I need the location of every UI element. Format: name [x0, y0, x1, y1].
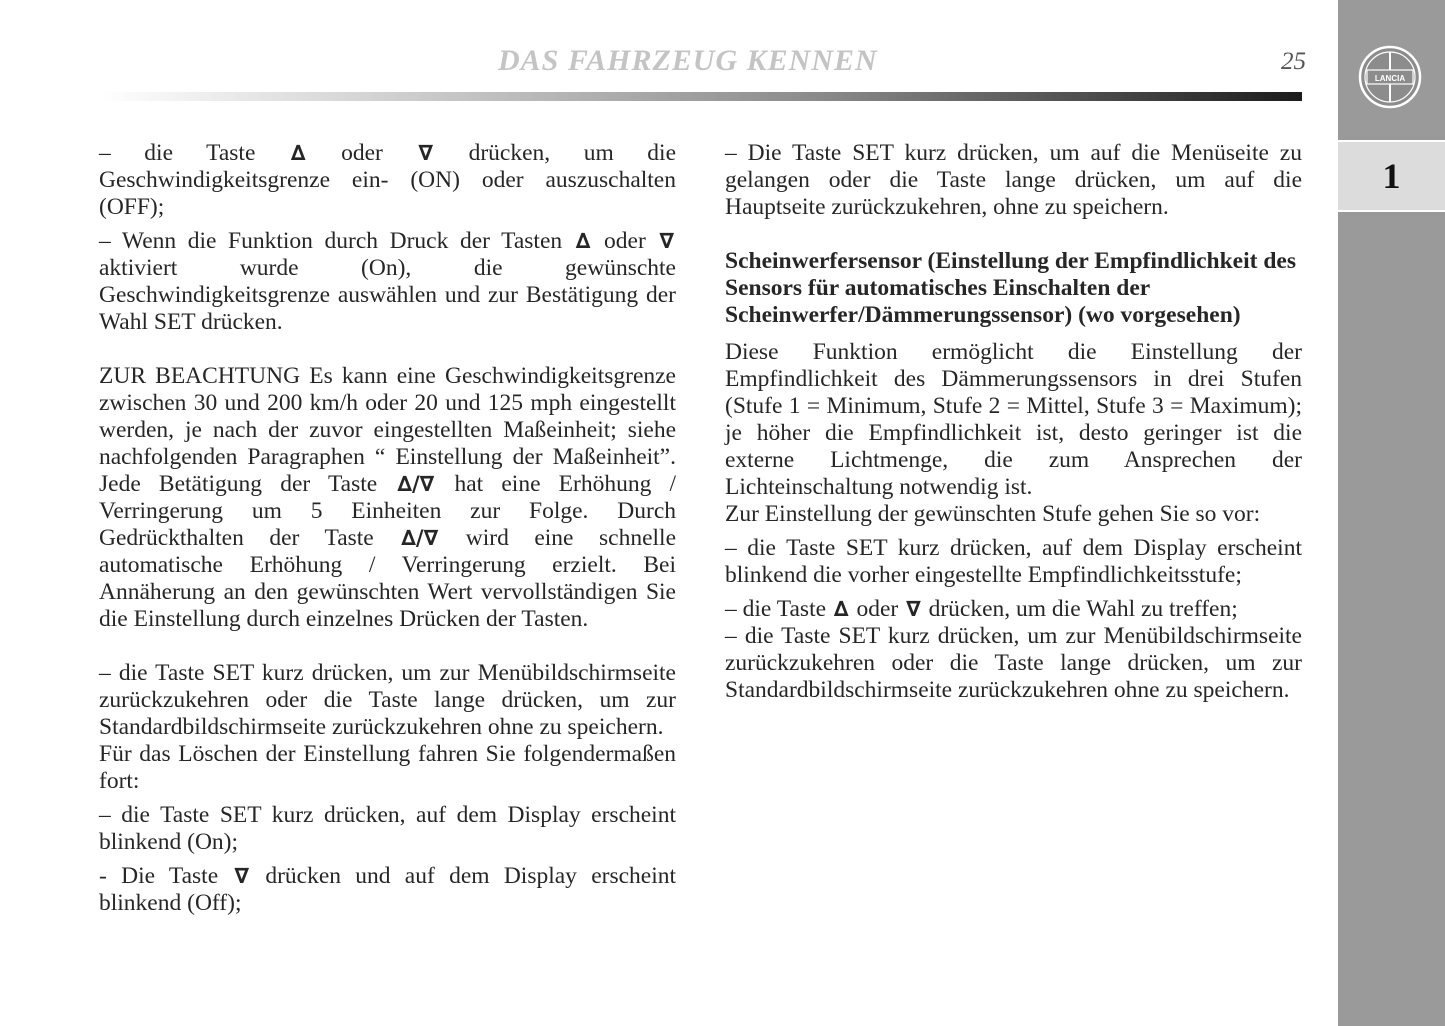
- paragraph-delete-step2: - Die Taste ∇ drücken und auf dem Display erscheint blinkend (Off);: [99, 863, 677, 916]
- tab-divider-bottom: [1338, 210, 1445, 212]
- up-down-arrow-icon: ∆/∇: [397, 472, 435, 496]
- paragraph-note: ZUR BEACHTUNG Es kann eine Geschwindigkeitsgrenze zwischen 30 und 200 km/h oder 20 und 125 mph eingestellt werden, je nach der zuvor eingestellten Maßeinheit; siehe nachfolgenden Paragraphen “ Einstellung der Maßeinheit”. Jede Betätigung der Taste ∆/∇ hat eine Erhöhung / Verringerung um 5 Einheiten zur Folge. Durch Gedrückthalten der Taste ∆/∇ wird eine schnelle automatische Erhöhung / Verringerung erzielt. Bei Annäherung an den gewünschten Wert vervollständigen Sie die Einstellung durch einzelnes Drücken der Tasten.: [99, 363, 677, 632]
- down-arrow-icon: ∇: [418, 141, 434, 165]
- paragraph-level-step3: – die Taste SET kurz drücken, um zur Menübildschirmseite zurückzukehren oder die Taste lange drücken, um zur Standardbildschirmseite zurückzukehren ohne zu speichern.: [725, 623, 1302, 703]
- paragraph-set-menu: – Die Taste SET kurz drücken, um auf die Menüseite zu gelangen oder die Taste lange drücken, um auf die Hauptseite zurückzukehren, ohne zu speichern.: [725, 140, 1302, 220]
- paragraph-select-limit: – Wenn die Funktion durch Druck der Tasten ∆ oder ∇ aktiviert wurde (On), die gewünschte Geschwindigkeitsgrenze auswählen und zur Bestätigung der Wahl SET drücken.: [99, 228, 676, 335]
- section-title: DAS FAHRZEUG KENNEN: [498, 44, 878, 77]
- up-down-arrow-icon: ∆/∇: [401, 526, 439, 550]
- paragraph-toggle-limit: – die Taste ∆ oder ∇ drücken, um die Geschwindigkeitsgrenze ein- (ON) oder auszuschalten (OFF);: [99, 140, 676, 220]
- lancia-logo: [1357, 44, 1423, 110]
- section-heading: Scheinwerfersensor (Einstellung der Empfindlichkeit des Sensors für automatisches Einschalten der Scheinwerfer/Dämmerungssensor) (wo vorgesehen): [725, 248, 1296, 328]
- up-arrow-icon: ∆: [575, 229, 591, 253]
- down-arrow-icon: ∇: [659, 229, 675, 253]
- down-arrow-icon: ∇: [906, 597, 921, 621]
- header-rule: [100, 92, 1302, 101]
- down-arrow-icon: ∇: [234, 864, 250, 888]
- paragraph-delete-intro: Für das Löschen der Einstellung fahren Sie folgendermaßen fort:: [99, 741, 676, 794]
- page-number: 25: [1281, 48, 1306, 75]
- up-arrow-icon: ∆: [833, 597, 849, 621]
- logo-text: LANCIA: [1374, 74, 1406, 83]
- up-arrow-icon: ∆: [290, 141, 306, 165]
- chapter-tab[interactable]: 1: [1338, 142, 1445, 210]
- paragraph-set-return: – die Taste SET kurz drücken, um zur Menübildschirmseite zurückzukehren oder die Taste lange drücken, um zur Standardbildschirmseite zurückzukehren ohne zu speichern.: [99, 660, 676, 740]
- left-column: [99, 140, 676, 924]
- paragraph-level-step1: – die Taste SET kurz drücken, auf dem Display erscheint blinkend die vorher eingestellte Empfindlichkeitsstufe;: [725, 535, 1302, 588]
- paragraph-level-intro: Zur Einstellung der gewünschten Stufe gehen Sie so vor:: [725, 501, 1261, 527]
- paragraph-sensor-description: Diese Funktion ermöglicht die Einstellung der Empfindlichkeit des Dämmerungssensors in drei Stufen (Stufe 1 = Minimum, Stufe 2 = Mittel, Stufe 3 = Maximum); je höher die Empfindlichkeit ist, desto geringer ist die externe Lichtmenge, die zum Ansprechen der Lichteinschaltung notwendig ist.: [725, 339, 1302, 500]
- paragraph-level-step2: – die Taste ∆ oder ∇ drücken, um die Wahl zu treffen;: [725, 596, 1238, 622]
- right-column: [725, 140, 1302, 711]
- paragraph-delete-step1: – die Taste SET kurz drücken, auf dem Display erscheint blinkend (On);: [99, 802, 676, 855]
- lancia-shield-icon: [1357, 44, 1423, 110]
